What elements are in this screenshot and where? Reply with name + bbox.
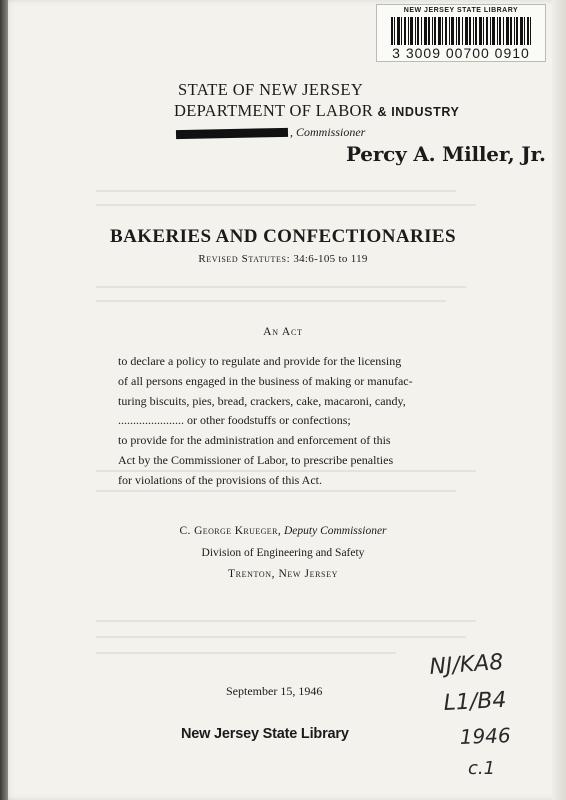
revised-statutes: [0, 253, 566, 265]
department-amp-industry: & INDUSTRY: [377, 105, 460, 119]
bleed-through: [96, 652, 396, 654]
revised-statutes-value: 34:6-105 to 119: [293, 253, 368, 265]
library-label-name: NEW JERSEY STATE LIBRARY: [403, 7, 519, 14]
bleed-through: [96, 204, 476, 206]
deputy-name: C. George Krueger,: [179, 525, 282, 537]
division-name: Division of Engineering and Safety: [201, 547, 365, 559]
publication-date: September 15, 1946: [226, 684, 323, 698]
bleed-through: [96, 620, 476, 622]
act-line: of all persons engaged in the business of making or manufac-: [118, 373, 413, 388]
deputy-title: Deputy Commissioner: [283, 525, 387, 537]
commissioner-line: [176, 125, 365, 140]
call-number-line-1: NJ/KA8: [428, 649, 505, 680]
act-heading: An Act: [263, 326, 303, 338]
document-title: BAKERIES AND CONFECTIONARIES: [110, 226, 456, 247]
bleed-through: [96, 190, 456, 192]
commissioner-title: , Commissioner: [290, 125, 366, 139]
barcode-number: 3 3009 00700 0910: [392, 45, 530, 61]
handwritten-call-number: [420, 644, 540, 784]
act-line: to declare a policy to regulate and provide for the licensing: [118, 354, 402, 368]
act-line: Act by the Commissioner of Labor, to prescribe penalties: [118, 452, 394, 467]
bleed-through: [96, 286, 466, 288]
department-name: DEPARTMENT OF LABOR: [174, 101, 374, 120]
binding-spine: [0, 0, 8, 800]
revised-statutes-label: Revised Statutes:: [198, 253, 291, 265]
call-number-line-4: c.1: [468, 758, 496, 779]
barcode-icon: [391, 17, 531, 45]
deputy-commissioner: [0, 525, 566, 537]
location: Trenton, New Jersey: [228, 568, 338, 580]
bleed-through: [96, 636, 466, 638]
department-heading: [174, 101, 459, 121]
act-line: ...................... or other foodstuffs or confections;: [118, 413, 351, 428]
library-stamp: New Jersey State Library: [181, 726, 349, 742]
act-line: turing biscuits, pies, bread, crackers, cake, macaroni, candy,: [118, 393, 406, 408]
act-line: to provide for the administration and enforcement of this: [118, 433, 391, 448]
handwritten-commissioner-name: Percy A. Miller, Jr.: [346, 142, 546, 166]
state-heading: STATE OF NEW JERSEY: [178, 80, 364, 99]
act-line: for violations of the provisions of this Act.: [118, 472, 322, 487]
bleed-through: [96, 300, 446, 302]
struck-out-name: [176, 128, 288, 139]
call-number-line-2: L1/B4: [443, 687, 507, 716]
call-number-line-3: 1946: [459, 723, 512, 749]
act-body: [118, 352, 448, 491]
library-barcode-label: [376, 4, 546, 62]
page-edge: [552, 0, 566, 800]
